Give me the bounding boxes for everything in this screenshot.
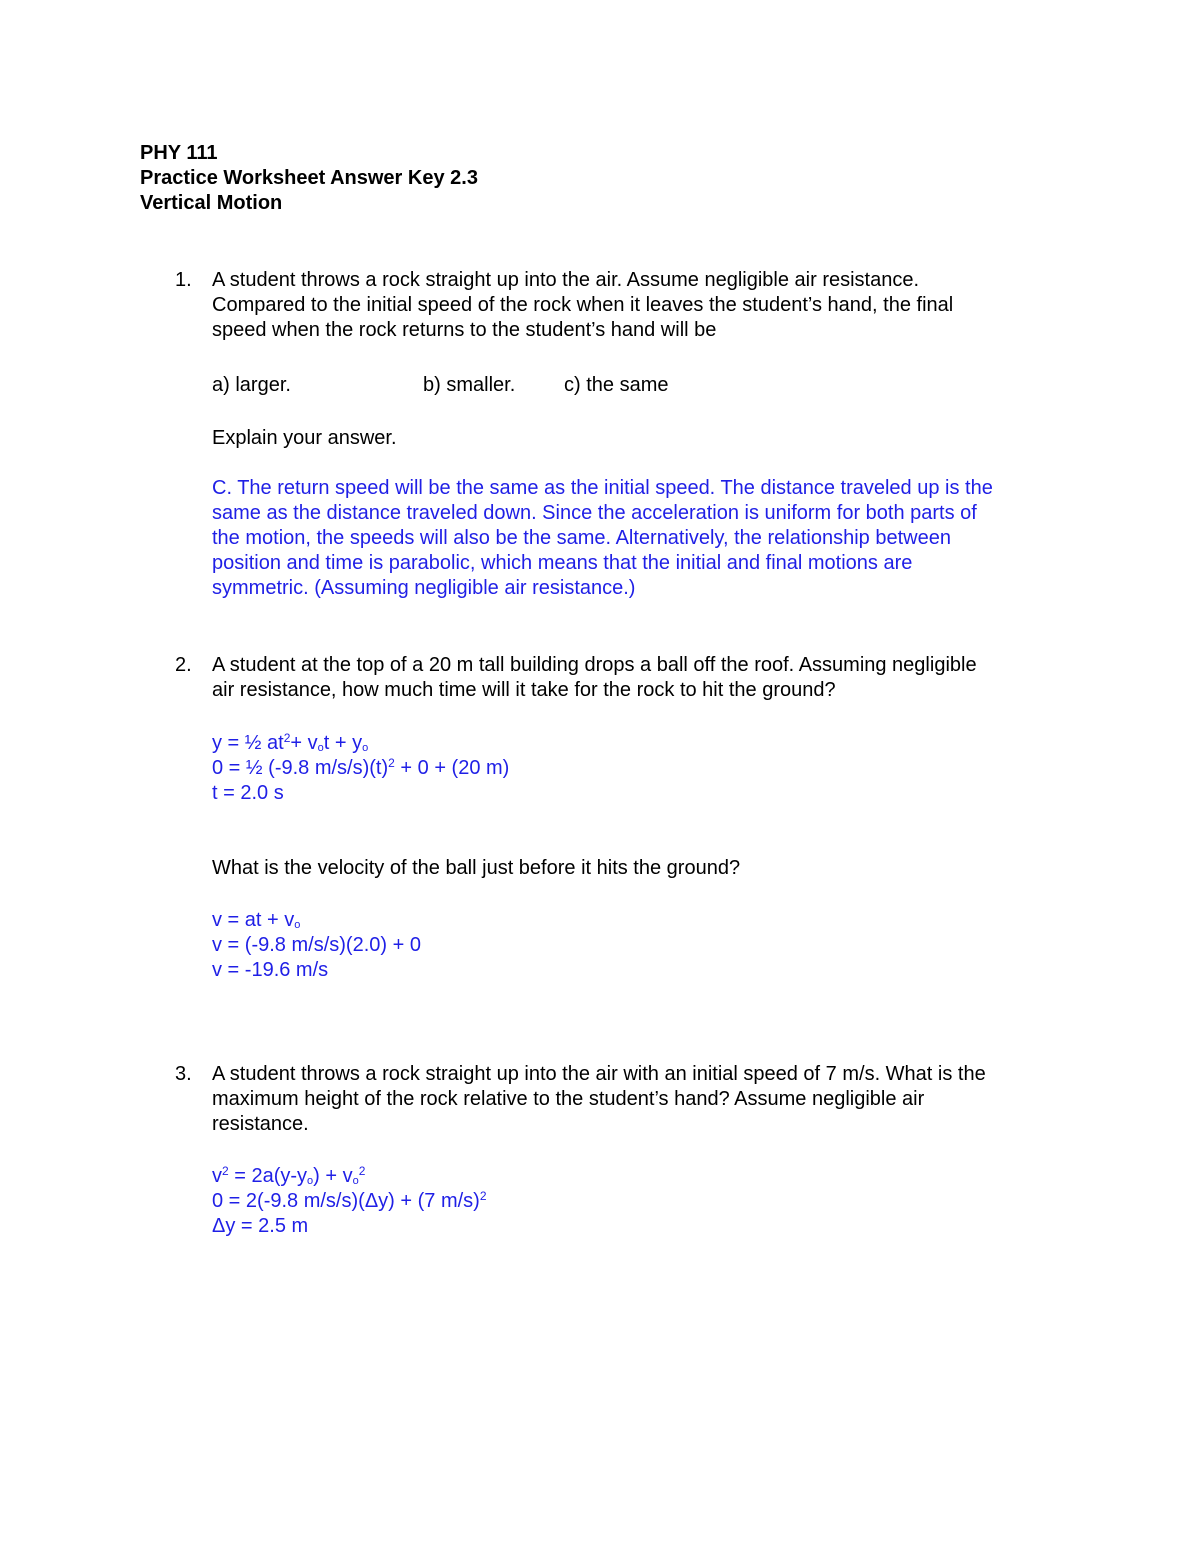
question-1-prompt: Explain your answer.: [212, 427, 397, 449]
question-2-number: 2.: [175, 654, 192, 676]
question-1-line: Compared to the initial speed of the rock when it leaves the student’s hand, the final: [212, 294, 954, 316]
course-code: PHY 111: [140, 142, 218, 164]
question-3-work: [212, 1164, 1072, 1239]
equation-velocity-displacement: $v^2 = 2a(y-y_o) + v_o^2$: [212, 1164, 366, 1187]
question-1-answer: [212, 476, 1072, 601]
document-title: Practice Worksheet Answer Key 2.3: [140, 167, 478, 189]
question-1-line: A student throws a rock straight up into the air. Assume negligible air resistance.: [212, 269, 920, 291]
question-3-line: A student throws a rock straight up into the air with an initial speed of 7 m/s. What is the: [212, 1063, 986, 1085]
question-2-line: air resistance, how much time will it take for the rock to hit the ground?: [212, 679, 836, 701]
choice-b: b) smaller.: [423, 374, 516, 396]
question-3-text: [212, 1062, 1072, 1137]
question-3-line: resistance.: [212, 1113, 309, 1135]
question-3-number: 3.: [175, 1063, 192, 1085]
question-2-text: [212, 653, 1072, 703]
equation-substituted-velocity: v = (-9.8 m/s/s)(2.0) + 0: [212, 934, 421, 956]
question-2-prompt-velocity: What is the velocity of the ball just before it hits the ground?: [212, 857, 741, 879]
answer-line: position and time is parabolic, which means that the initial and final motions are: [212, 552, 913, 574]
equation-kinematic-velocity: v = at + $v_o$: [212, 909, 301, 931]
question-1-number: 1.: [175, 269, 192, 291]
answer-line: same as the distance traveled down. Since the acceleration is uniform for both parts of: [212, 502, 977, 524]
equation-result-height: Δy = 2.5 m: [212, 1215, 309, 1237]
equation-result-velocity: v = -19.6 m/s: [212, 959, 329, 981]
choice-c: c) the same: [564, 374, 669, 396]
document-header: [140, 141, 478, 216]
answer-line: the motion, the speeds will also be the same. Alternatively, the relationship between: [212, 527, 951, 549]
question-1-text: [212, 268, 1072, 343]
question-3-line: maximum height of the rock relative to the student’s hand? Assume negligible air: [212, 1088, 925, 1110]
answer-line: symmetric. (Assuming negligible air resistance.): [212, 577, 636, 599]
question-1-line: speed when the rock returns to the student’s hand will be: [212, 319, 717, 341]
question-2-work-velocity: [212, 908, 1072, 983]
question-2-line: A student at the top of a 20 m tall building drops a ball off the roof. Assuming negligible: [212, 654, 977, 676]
answer-line: C. The return speed will be the same as the initial speed. The distance traveled up is the: [212, 477, 993, 499]
choice-a: a) larger.: [212, 374, 291, 396]
equation-result-time: t = 2.0 s: [212, 782, 284, 804]
equation-kinematic-position: y = ½ $at^2+ v_ot + y_o$: [212, 731, 369, 754]
equation-substituted: 0 = ½ (-9.8 $m/s/s)(t)^2 + 0 + (20$ m): [212, 756, 510, 779]
equation-substituted-height: 0 = 2(-9.8 m/s/s)(Δy) + (7 m/s)$^2$: [212, 1189, 487, 1212]
question-2-work-time: [212, 731, 1072, 806]
document-topic: Vertical Motion: [140, 192, 283, 214]
